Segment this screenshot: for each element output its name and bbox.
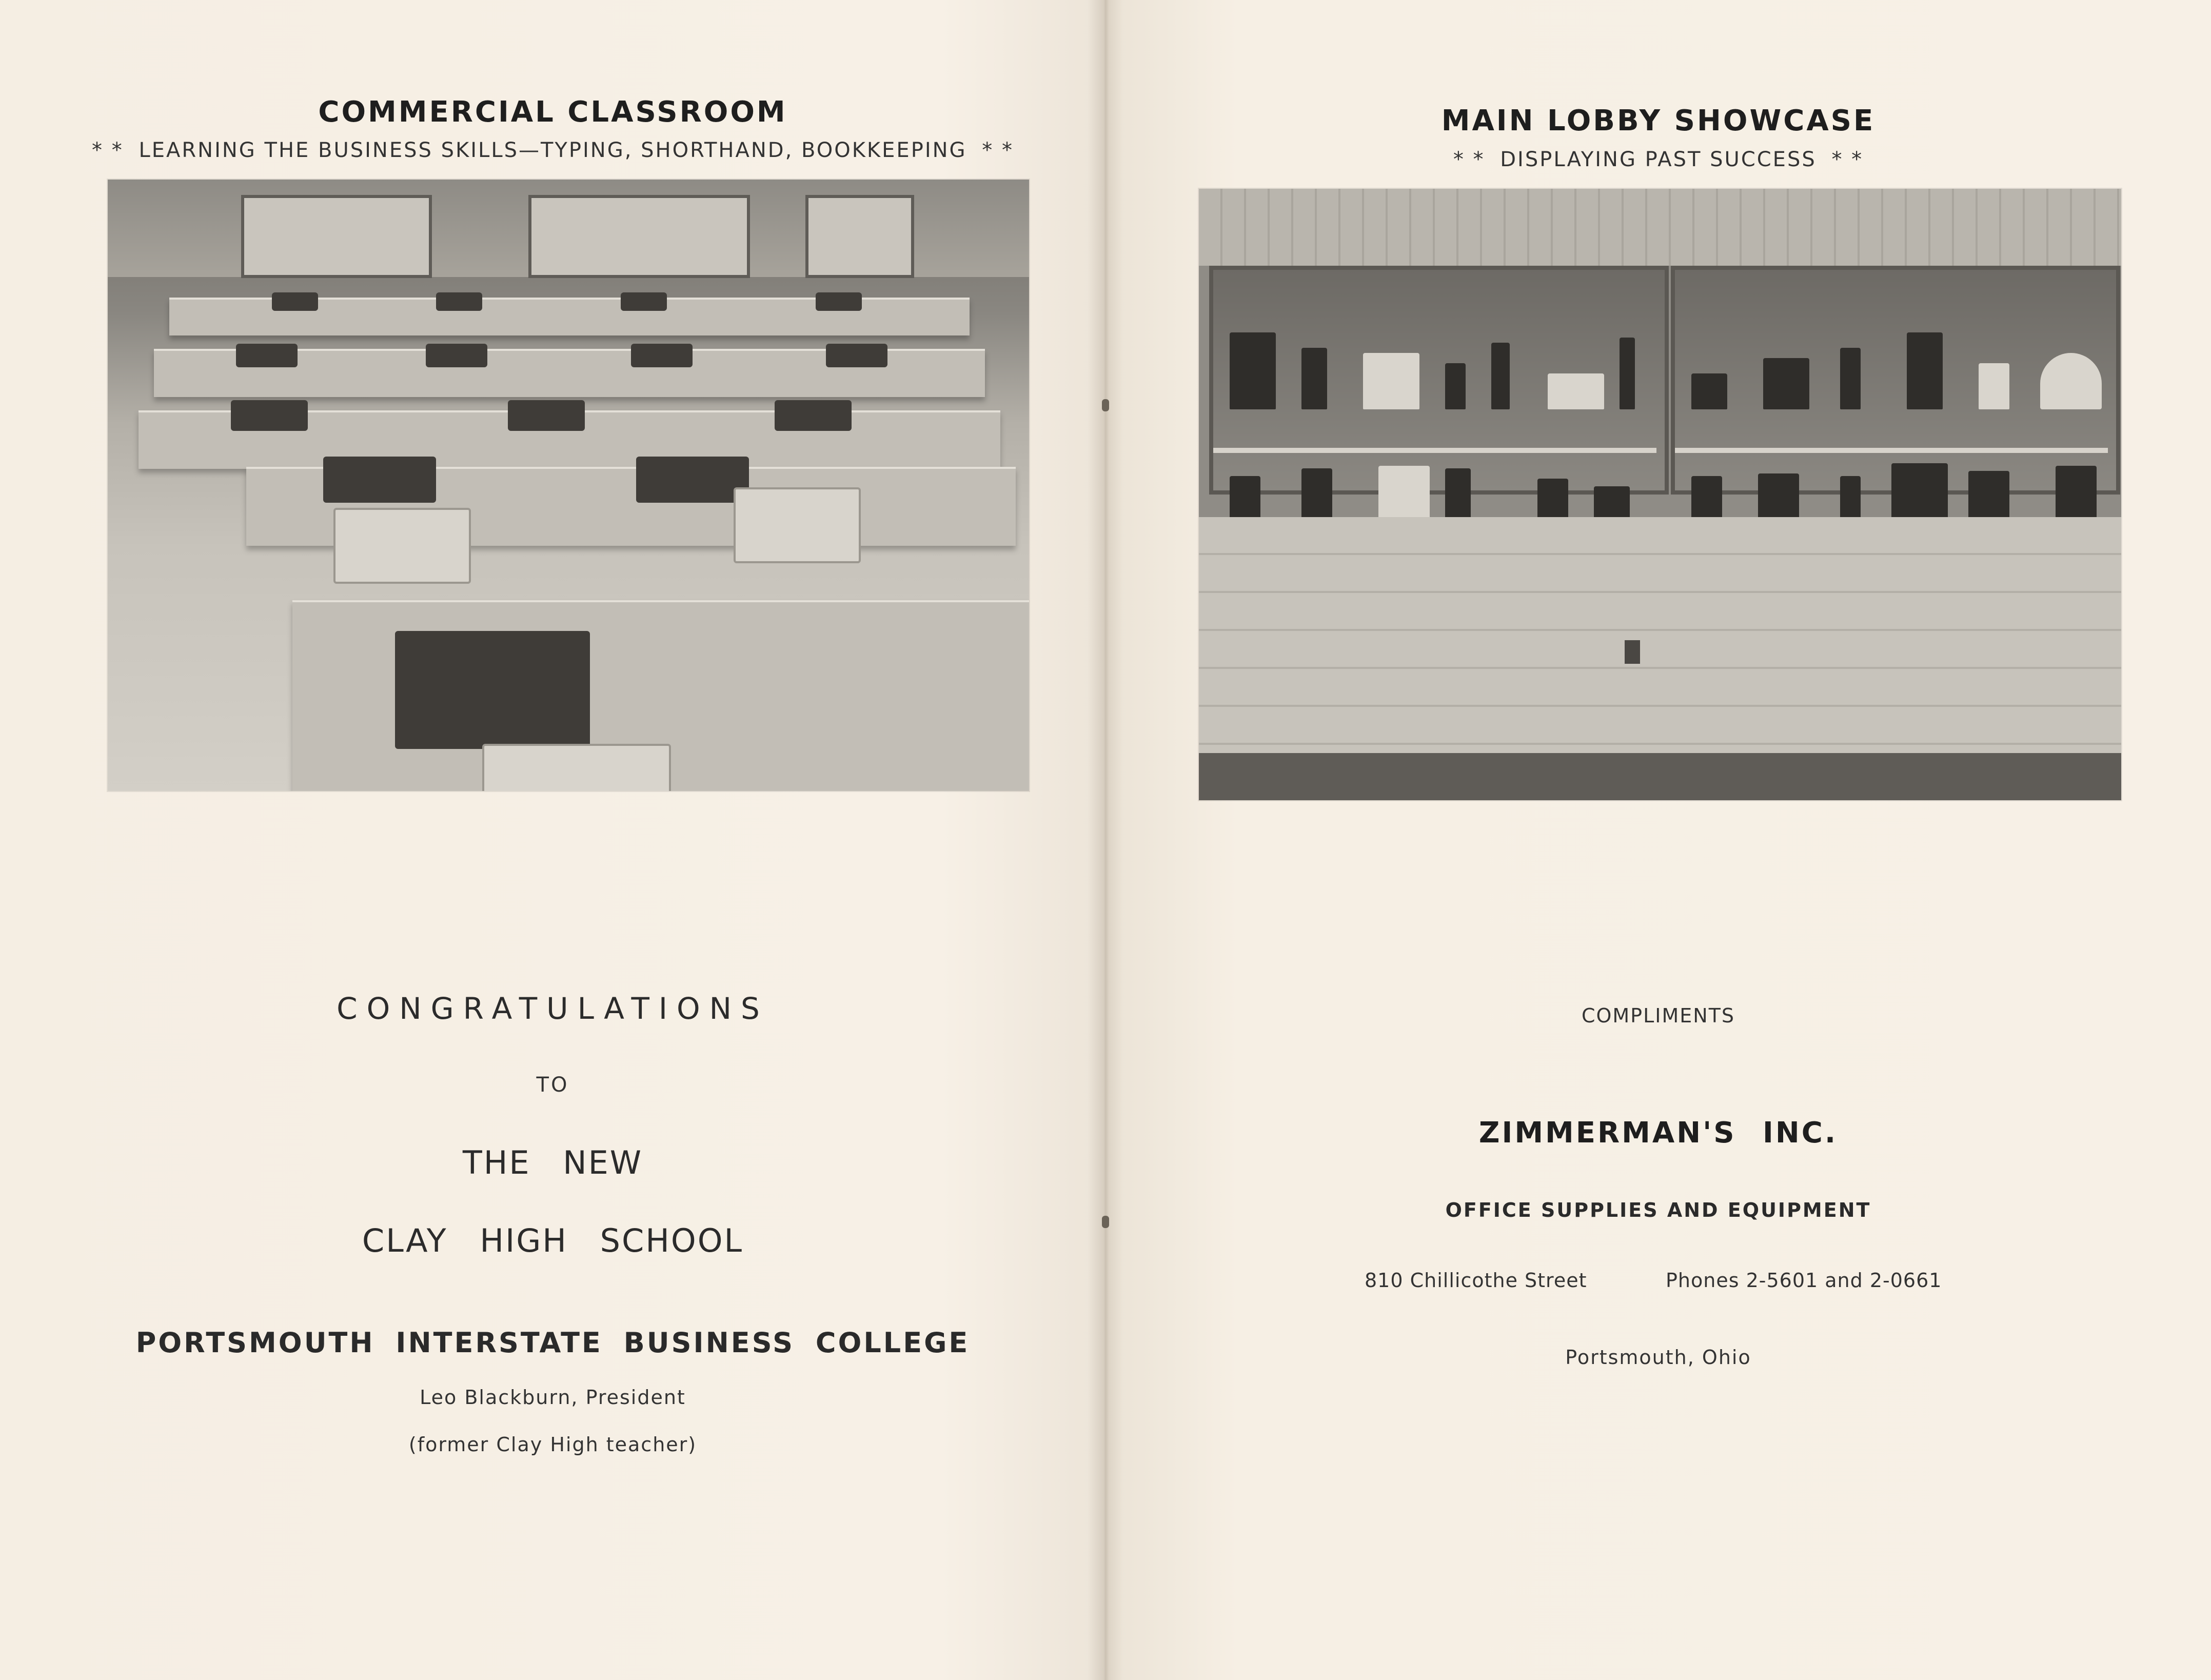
classroom-caption-title: COMMERCIAL CLASSROOM <box>318 95 787 129</box>
ad-president: Leo Blackburn, President <box>420 1386 686 1409</box>
ad-tagline: OFFICE SUPPLIES AND EQUIPMENT <box>1445 1199 1871 1221</box>
ad-headline-congratulations: CONGRATULATIONS <box>337 991 769 1026</box>
showcase-caption-title: MAIN LOBBY SHOWCASE <box>1441 104 1876 137</box>
classroom-photo <box>108 180 1029 791</box>
subtitle-text: LEARNING THE BUSINESS SKILLS—TYPING, SHORTHAND, BOOKKEEPING <box>139 139 967 162</box>
ad-advertiser-college: PORTSMOUTH INTERSTATE BUSINESS COLLEGE <box>135 1327 970 1359</box>
subtitle-stars-right: * * <box>982 139 1014 162</box>
subtitle-text: DISPLAYING PAST SUCCESS <box>1500 148 1817 171</box>
ad-line-the-new: THE NEW <box>462 1144 643 1181</box>
subtitle-stars-right: * * <box>1831 148 1864 171</box>
staple-bottom <box>1102 1216 1109 1228</box>
staple-top <box>1102 399 1109 411</box>
subtitle-stars-left: * * <box>92 139 124 162</box>
ad-street-address: 810 Chillicothe Street <box>1365 1269 1587 1292</box>
ad-line-clay-high-school: CLAY HIGH SCHOOL <box>362 1222 744 1259</box>
showcase-caption-subtitle <box>1106 148 2211 171</box>
ad-headline-compliments: COMPLIMENTS <box>1581 1004 1735 1027</box>
ad-note: (former Clay High teacher) <box>408 1433 697 1456</box>
ad-city: Portsmouth, Ohio <box>1565 1346 1751 1369</box>
ad-phone-numbers: Phones 2-5601 and 2-0661 <box>1666 1269 1942 1292</box>
subtitle-stars-left: * * <box>1453 148 1485 171</box>
book-gutter <box>1088 0 1123 1680</box>
ad-advertiser-zimmermans: ZIMMERMAN'S INC. <box>1478 1116 1838 1150</box>
classroom-caption-subtitle <box>0 139 1106 162</box>
showcase-photo <box>1199 189 2121 800</box>
ad-to: TO <box>536 1073 569 1097</box>
right-page <box>1106 0 2211 1680</box>
